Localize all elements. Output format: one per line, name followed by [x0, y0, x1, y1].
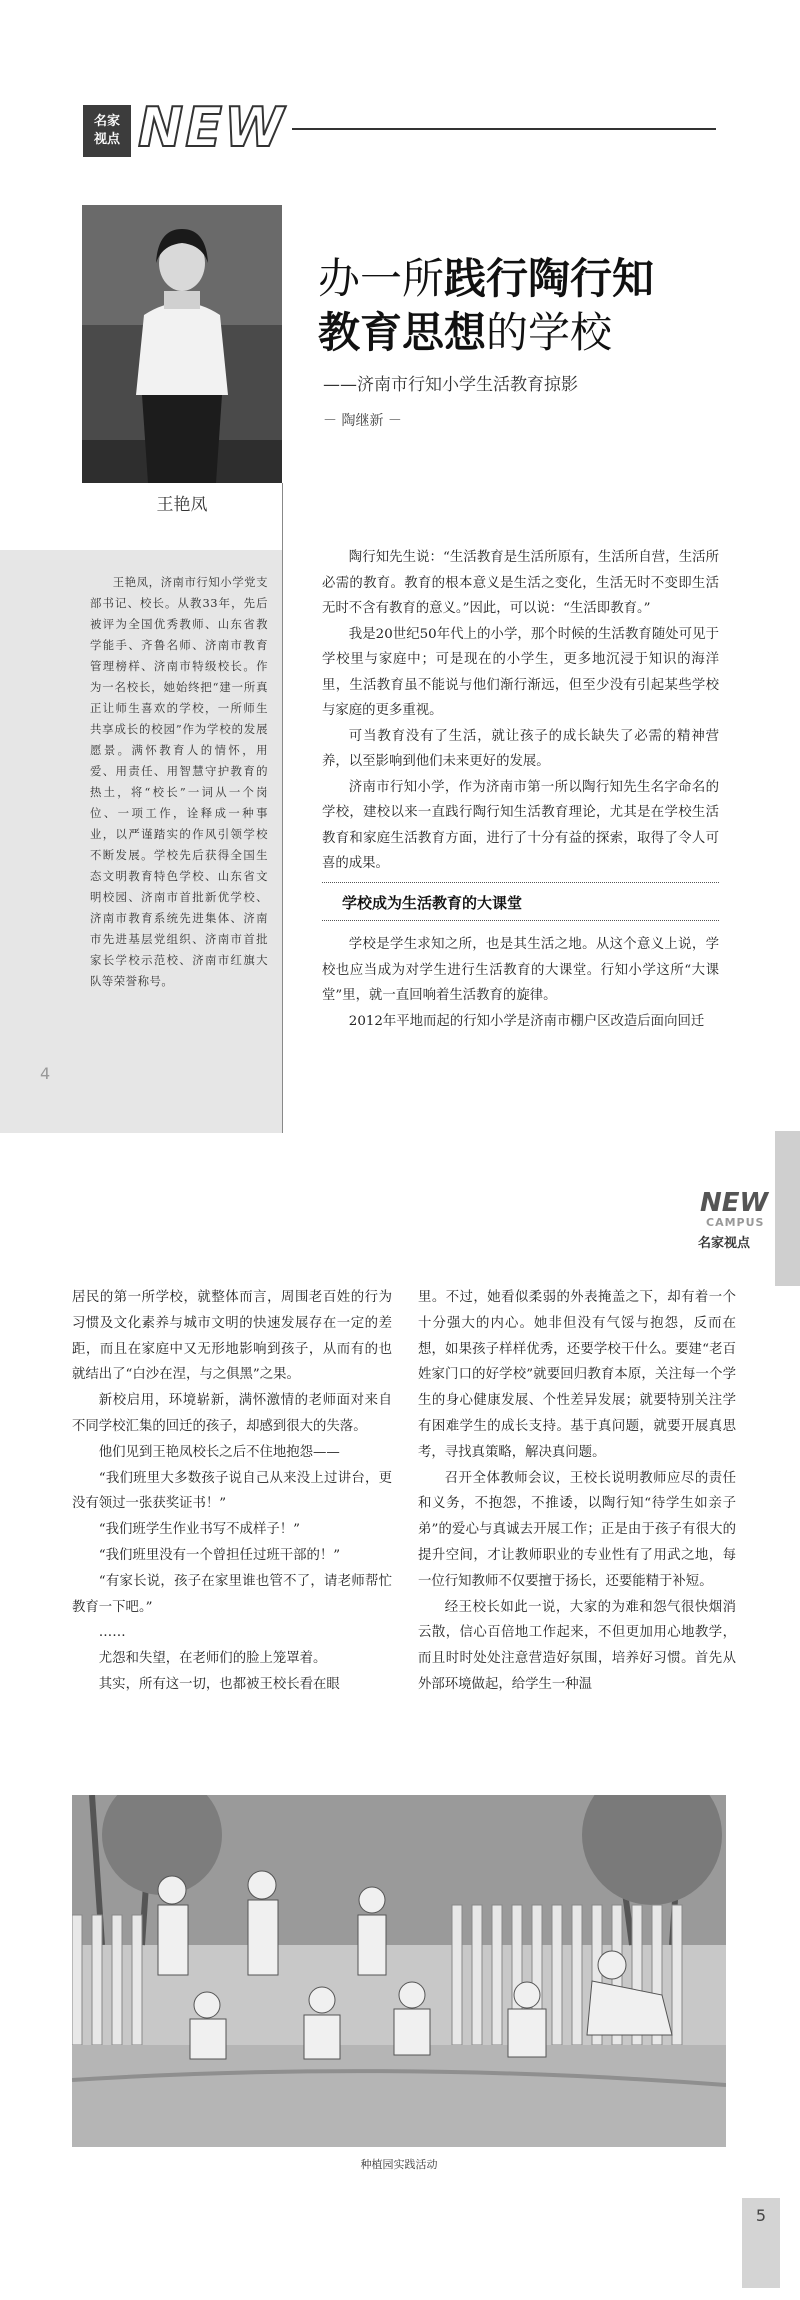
article-subtitle: ——济南市行知小学生活教育掠影 [323, 375, 578, 395]
page-edge-tab [775, 1131, 800, 1286]
paragraph: 召开全体教师会议，王校长说明教师应尽的责任和义务，不抱怨，不推诿，以陶行知“待学生如亲子弟”的爱心与真诚去开展工作；正是由于孩子有很大的提升空间，才让教师职业的专业性有了用武之地，每一位行知教师不仅要擅于扬长，还要能精于补短。 [418, 1470, 736, 1589]
paragraph: 里。不过，她看似柔弱的外表掩盖之下，却有着一个十分强大的内心。她非但没有气馁与抱怨，反而在想，如果孩子样样优秀，还要学校干什么。要建“老百姓家门口的好学校”就要回归教育本原，关注每一个学生的身心健康发展、个性差异发展；就要特别关注学有困难学生的成长支持。基于真问题，就要开展真思考，寻找真策略，解决真问题。 [418, 1290, 736, 1460]
garden-activity-illustration [72, 1795, 726, 2147]
section-rule-bottom [322, 920, 719, 921]
page-number-left: 4 [40, 1064, 51, 1083]
paragraph: 经王校长如此一说，大家的为难和怨气很快烟消云散，信心百倍地工作起来，不但更加用心地教学，而且时时处处注意营造好氛围，培养好习惯。首先从外部环境做起，给学生一种温 [418, 1599, 736, 1692]
section-body [322, 932, 719, 1034]
title-bold-part: 践行陶行知 [444, 254, 655, 303]
portrait-caption: 王艳凤 [156, 495, 208, 515]
paragraph: 居民的第一所学校，就整体而言，周围老百姓的行为习惯及文化素养与城市文明的快速发展存在一定的差距，而且在家庭中又无形地影响到孩子，从而有的也就结出了“白沙在涅，与之俱黑”之果。 [72, 1290, 392, 1383]
paragraph: 济南市行知小学，作为济南市第一所以陶行知先生名字命名的学校，建校以来一直践行陶行知生活教育理论，尤其是在学校生活教育和家庭生活教育方面，进行了十分有益的探索，取得了令人可喜的成果。 [322, 779, 719, 871]
campus-column-label: 名家视点 [698, 1236, 751, 1251]
campus-logo-new: NEW [700, 1188, 769, 1218]
paragraph: 尤怨和失望，在老师们的脸上笼罩着。 [98, 1651, 327, 1667]
section-rule-top [322, 882, 719, 883]
article-intro [322, 545, 719, 877]
column-tag [83, 105, 131, 157]
title-part: 办一所 [318, 254, 445, 303]
body-column-left [72, 1285, 392, 1698]
section-heading: 学校成为生活教育的大课堂 [342, 894, 523, 912]
bio-text: 王艳凤，济南市行知小学党支部书记、校长。从教33年，先后被评为全国优秀教师、山东省教学能手、齐鲁名师、济南市教育管理榜样、济南市特级校长。作为一名校长，她始终把“建一所真正让师生喜欢的学校，一所师生共享成长的校园”作为学校的发展愿景。满怀教育人的情怀，用爱、用责任、用智慧守护教育的热土，将“校长”一词从一个岗位、一项工作，诠释成一种事业，以严谨踏实的作风引领学校不断发展。学校先后获得全国生态文明教育特色学校、山东省文明校园、济南市首批新优学校、济南市教育系统先进集体、济南市先进基层党组织、济南市首批家长学校示范校、济南市红旗大队等荣誉称号。 [90, 575, 268, 988]
article-title [318, 252, 654, 360]
new-logo: NEW [138, 96, 286, 159]
paragraph: “我们班里大多数孩子说自己从来没上过讲台，更没有领过一张获奖证书！” [72, 1470, 392, 1512]
paragraph: “我们班学生作业书写不成样子！” [98, 1522, 300, 1538]
body-column-right [418, 1285, 736, 1698]
column-tag-line1: 名家 [93, 114, 120, 129]
paragraph: 陶行知先生说：“生活教育是生活所原有，生活所自营，生活所必需的教育。教育的根本意义是生活之变化，生活无时不变即生活无时不含有教育的意义。”因此，可以说：“生活即教育。” [322, 550, 719, 616]
photo-caption: 种植园实践活动 [360, 2158, 438, 2171]
column-tag-line2: 视点 [93, 132, 120, 147]
paragraph: “我们班里没有一个曾担任过班干部的！” [98, 1547, 341, 1563]
article-author: － 陶继新 － [323, 413, 402, 429]
paragraph: 可当教育没有了生活，就让孩子的成长缺失了必需的精神营养，以至影响到他们未来更好的发展。 [322, 728, 719, 769]
paragraph: …… [98, 1625, 126, 1641]
campus-logo-sub: CAMPUS [706, 1216, 765, 1229]
page-number-right: 5 [755, 2206, 767, 2225]
garden-activity-photo [72, 1795, 726, 2147]
title-bold-part: 教育思想 [318, 308, 487, 357]
title-part: 的学校 [486, 308, 613, 357]
paragraph: 学校是学生求知之所，也是其生活之地。从这个意义上说，学校也应当成为对学生进行生活教育的大课堂。行知小学这所“大课堂”里，就一直回响着生活教育的旋律。 [322, 937, 719, 1003]
paragraph: 我是20世纪50年代上的小学，那个时候的生活教育随处可见于学校里与家庭中；可是现在的小学生，更多地沉浸于知识的海洋里，生活教育虽不能说与他们渐行渐远，但至少没有引起某些学校与家庭的更多重视。 [322, 626, 719, 718]
paragraph: 2012年平地而起的行知小学是济南市棚户区改造后面向回迁 [348, 1013, 705, 1029]
paragraph: 他们见到王艳凤校长之后不住地抱怨—— [98, 1444, 340, 1460]
paragraph: “有家长说，孩子在家里谁也管不了，请老师帮忙教育一下吧。” [72, 1573, 392, 1615]
portrait-illustration [82, 205, 282, 483]
header-rule [292, 128, 716, 130]
paragraph: 其实，所有这一切，也都被王校长看在眼 [98, 1676, 340, 1692]
column-divider [282, 483, 283, 1133]
paragraph: 新校启用，环境崭新，满怀激情的老师面对来自不同学校汇集的回迁的孩子，却感到很大的失落。 [72, 1393, 392, 1434]
portrait-photo [82, 205, 282, 483]
